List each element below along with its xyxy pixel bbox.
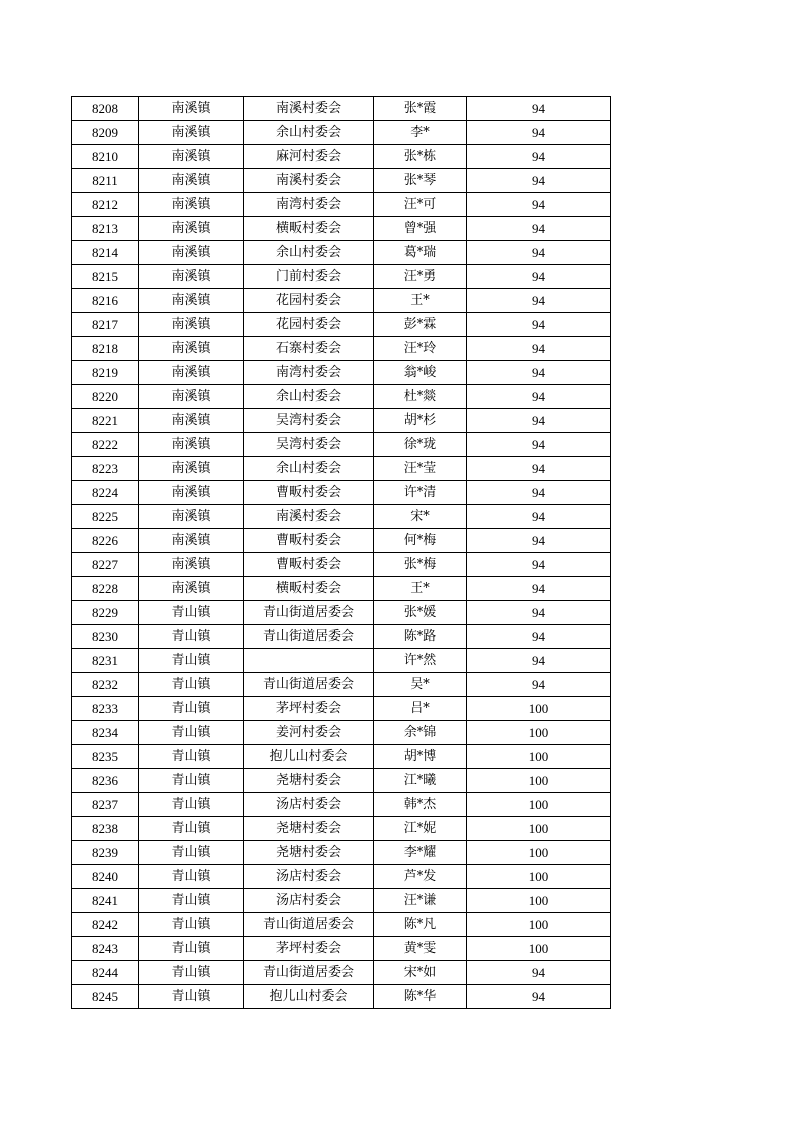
village-committee-cell: 茅坪村委会: [244, 937, 374, 961]
town-cell: 南溪镇: [139, 145, 244, 169]
person-name-cell: 芦*发: [374, 865, 467, 889]
village-committee-cell: [244, 649, 374, 673]
village-committee-cell: 余山村委会: [244, 241, 374, 265]
score-cell: 94: [467, 313, 611, 337]
person-name-cell: 汪*玲: [374, 337, 467, 361]
score-cell: 94: [467, 985, 611, 1009]
person-name-cell: 何*梅: [374, 529, 467, 553]
village-committee-cell: 汤店村委会: [244, 865, 374, 889]
person-name-cell: 汪*谦: [374, 889, 467, 913]
score-cell: 94: [467, 961, 611, 985]
score-cell: 94: [467, 145, 611, 169]
row-number-cell: 8240: [72, 865, 139, 889]
table-row: [72, 889, 611, 913]
score-cell: 100: [467, 745, 611, 769]
village-committee-cell: 青山街道居委会: [244, 625, 374, 649]
person-name-cell: 胡*杉: [374, 409, 467, 433]
table-row: [72, 577, 611, 601]
person-name-cell: 吴*: [374, 673, 467, 697]
table-row: [72, 913, 611, 937]
table-row: [72, 745, 611, 769]
row-number-cell: 8233: [72, 697, 139, 721]
row-number-cell: 8215: [72, 265, 139, 289]
score-cell: 94: [467, 289, 611, 313]
village-committee-cell: 石寨村委会: [244, 337, 374, 361]
row-number-cell: 8219: [72, 361, 139, 385]
score-cell: 94: [467, 577, 611, 601]
town-cell: 南溪镇: [139, 193, 244, 217]
town-cell: 青山镇: [139, 769, 244, 793]
village-committee-cell: 青山街道居委会: [244, 961, 374, 985]
score-cell: 100: [467, 769, 611, 793]
town-cell: 南溪镇: [139, 409, 244, 433]
row-number-cell: 8213: [72, 217, 139, 241]
person-name-cell: 陈*华: [374, 985, 467, 1009]
table-row: [72, 121, 611, 145]
town-cell: 青山镇: [139, 721, 244, 745]
person-name-cell: 黄*雯: [374, 937, 467, 961]
village-committee-cell: 余山村委会: [244, 457, 374, 481]
table-row: [72, 385, 611, 409]
table-row: [72, 433, 611, 457]
row-number-cell: 8209: [72, 121, 139, 145]
row-number-cell: 8212: [72, 193, 139, 217]
table-row: [72, 769, 611, 793]
town-cell: 南溪镇: [139, 265, 244, 289]
table-row: [72, 793, 611, 817]
score-cell: 94: [467, 649, 611, 673]
village-committee-cell: 花园村委会: [244, 289, 374, 313]
village-committee-cell: 余山村委会: [244, 121, 374, 145]
village-committee-cell: 青山街道居委会: [244, 601, 374, 625]
row-number-cell: 8220: [72, 385, 139, 409]
row-number-cell: 8217: [72, 313, 139, 337]
town-cell: 青山镇: [139, 841, 244, 865]
row-number-cell: 8235: [72, 745, 139, 769]
score-cell: 94: [467, 457, 611, 481]
village-committee-cell: 南湾村委会: [244, 361, 374, 385]
score-cell: 94: [467, 241, 611, 265]
town-cell: 青山镇: [139, 649, 244, 673]
table-row: [72, 841, 611, 865]
town-cell: 青山镇: [139, 673, 244, 697]
row-number-cell: 8239: [72, 841, 139, 865]
town-cell: 青山镇: [139, 817, 244, 841]
town-cell: 南溪镇: [139, 433, 244, 457]
row-number-cell: 8232: [72, 673, 139, 697]
person-name-cell: 陈*路: [374, 625, 467, 649]
table-row: [72, 193, 611, 217]
score-cell: 100: [467, 793, 611, 817]
table-row: [72, 313, 611, 337]
town-cell: 南溪镇: [139, 121, 244, 145]
score-cell: 94: [467, 409, 611, 433]
village-committee-cell: 吴湾村委会: [244, 433, 374, 457]
row-number-cell: 8241: [72, 889, 139, 913]
town-cell: 青山镇: [139, 889, 244, 913]
row-number-cell: 8229: [72, 601, 139, 625]
table-row: [72, 505, 611, 529]
town-cell: 南溪镇: [139, 169, 244, 193]
village-committee-cell: 南溪村委会: [244, 505, 374, 529]
person-name-cell: 汪*莹: [374, 457, 467, 481]
score-cell: 94: [467, 169, 611, 193]
person-name-cell: 胡*博: [374, 745, 467, 769]
row-number-cell: 8224: [72, 481, 139, 505]
village-committee-cell: 余山村委会: [244, 385, 374, 409]
person-name-cell: 曾*强: [374, 217, 467, 241]
town-cell: 南溪镇: [139, 241, 244, 265]
row-number-cell: 8242: [72, 913, 139, 937]
town-cell: 南溪镇: [139, 553, 244, 577]
town-cell: 南溪镇: [139, 505, 244, 529]
village-committee-cell: 汤店村委会: [244, 793, 374, 817]
table-row: [72, 601, 611, 625]
town-cell: 南溪镇: [139, 385, 244, 409]
row-number-cell: 8237: [72, 793, 139, 817]
row-number-cell: 8221: [72, 409, 139, 433]
town-cell: 青山镇: [139, 937, 244, 961]
row-number-cell: 8244: [72, 961, 139, 985]
table-row: [72, 673, 611, 697]
village-committee-cell: 青山街道居委会: [244, 673, 374, 697]
score-cell: 94: [467, 385, 611, 409]
person-name-cell: 李*: [374, 121, 467, 145]
town-cell: 南溪镇: [139, 313, 244, 337]
table-row: [72, 241, 611, 265]
table-row: [72, 697, 611, 721]
row-number-cell: 8230: [72, 625, 139, 649]
table-row: [72, 817, 611, 841]
table-row: [72, 553, 611, 577]
score-cell: 94: [467, 505, 611, 529]
score-cell: 94: [467, 673, 611, 697]
village-committee-cell: 南溪村委会: [244, 97, 374, 121]
village-committee-cell: 曹畈村委会: [244, 529, 374, 553]
score-cell: 100: [467, 721, 611, 745]
table-row: [72, 481, 611, 505]
town-cell: 南溪镇: [139, 217, 244, 241]
village-committee-cell: 尧塘村委会: [244, 769, 374, 793]
row-number-cell: 8228: [72, 577, 139, 601]
score-cell: 100: [467, 841, 611, 865]
table-row: [72, 145, 611, 169]
town-cell: 南溪镇: [139, 481, 244, 505]
person-name-cell: 汪*可: [374, 193, 467, 217]
score-cell: 100: [467, 697, 611, 721]
village-committee-cell: 花园村委会: [244, 313, 374, 337]
village-committee-cell: 门前村委会: [244, 265, 374, 289]
person-name-cell: 许*清: [374, 481, 467, 505]
person-name-cell: 徐*珑: [374, 433, 467, 457]
table-row: [72, 265, 611, 289]
town-cell: 南溪镇: [139, 337, 244, 361]
person-name-cell: 杜*燚: [374, 385, 467, 409]
village-committee-cell: 横畈村委会: [244, 217, 374, 241]
town-cell: 南溪镇: [139, 289, 244, 313]
score-cell: 94: [467, 625, 611, 649]
village-committee-cell: 茅坪村委会: [244, 697, 374, 721]
row-number-cell: 8227: [72, 553, 139, 577]
row-number-cell: 8238: [72, 817, 139, 841]
score-cell: 94: [467, 193, 611, 217]
town-cell: 南溪镇: [139, 97, 244, 121]
person-name-cell: 翁*峻: [374, 361, 467, 385]
town-cell: 南溪镇: [139, 577, 244, 601]
table-row: [72, 457, 611, 481]
table-body: [72, 97, 611, 1009]
person-name-cell: 张*栋: [374, 145, 467, 169]
table-row: [72, 169, 611, 193]
table-row: [72, 409, 611, 433]
table-row: [72, 217, 611, 241]
row-number-cell: 8223: [72, 457, 139, 481]
village-committee-cell: 南湾村委会: [244, 193, 374, 217]
score-cell: 94: [467, 361, 611, 385]
row-number-cell: 8234: [72, 721, 139, 745]
row-number-cell: 8210: [72, 145, 139, 169]
village-committee-cell: 尧塘村委会: [244, 817, 374, 841]
score-cell: 94: [467, 433, 611, 457]
score-cell: 94: [467, 337, 611, 361]
score-cell: 94: [467, 265, 611, 289]
village-committee-cell: 横畈村委会: [244, 577, 374, 601]
row-number-cell: 8211: [72, 169, 139, 193]
person-name-cell: 韩*杰: [374, 793, 467, 817]
table-row: [72, 721, 611, 745]
score-cell: 94: [467, 601, 611, 625]
person-name-cell: 张*霞: [374, 97, 467, 121]
town-cell: 青山镇: [139, 985, 244, 1009]
person-name-cell: 余*锦: [374, 721, 467, 745]
table-row: [72, 361, 611, 385]
village-committee-cell: 吴湾村委会: [244, 409, 374, 433]
person-name-cell: 张*梅: [374, 553, 467, 577]
row-number-cell: 8216: [72, 289, 139, 313]
village-committee-cell: 南溪村委会: [244, 169, 374, 193]
score-cell: 100: [467, 913, 611, 937]
town-cell: 青山镇: [139, 625, 244, 649]
person-name-cell: 彭*霖: [374, 313, 467, 337]
table-row: [72, 649, 611, 673]
row-number-cell: 8218: [72, 337, 139, 361]
town-cell: 南溪镇: [139, 457, 244, 481]
score-cell: 100: [467, 889, 611, 913]
person-name-cell: 张*媛: [374, 601, 467, 625]
score-cell: 94: [467, 529, 611, 553]
person-name-cell: 江*曦: [374, 769, 467, 793]
village-committee-cell: 曹畈村委会: [244, 481, 374, 505]
table-row: [72, 625, 611, 649]
town-cell: 青山镇: [139, 913, 244, 937]
row-number-cell: 8245: [72, 985, 139, 1009]
person-name-cell: 张*琴: [374, 169, 467, 193]
person-name-cell: 陈*凡: [374, 913, 467, 937]
table-row: [72, 289, 611, 313]
person-name-cell: 宋*: [374, 505, 467, 529]
village-committee-cell: 曹畈村委会: [244, 553, 374, 577]
village-committee-cell: 抱儿山村委会: [244, 985, 374, 1009]
village-committee-cell: 青山街道居委会: [244, 913, 374, 937]
row-number-cell: 8208: [72, 97, 139, 121]
score-cell: 94: [467, 97, 611, 121]
town-cell: 青山镇: [139, 601, 244, 625]
person-name-cell: 汪*勇: [374, 265, 467, 289]
score-cell: 94: [467, 553, 611, 577]
table-row: [72, 529, 611, 553]
row-number-cell: 8214: [72, 241, 139, 265]
score-cell: 100: [467, 817, 611, 841]
village-committee-cell: 汤店村委会: [244, 889, 374, 913]
table-row: [72, 961, 611, 985]
village-committee-cell: 抱儿山村委会: [244, 745, 374, 769]
town-cell: 青山镇: [139, 697, 244, 721]
score-cell: 100: [467, 937, 611, 961]
town-cell: 青山镇: [139, 865, 244, 889]
person-name-cell: 王*: [374, 289, 467, 313]
table-row: [72, 937, 611, 961]
village-committee-cell: 麻河村委会: [244, 145, 374, 169]
score-cell: 94: [467, 217, 611, 241]
person-name-cell: 江*妮: [374, 817, 467, 841]
row-number-cell: 8243: [72, 937, 139, 961]
table-row: [72, 337, 611, 361]
person-name-cell: 宋*如: [374, 961, 467, 985]
data-table: [71, 96, 611, 1009]
person-name-cell: 王*: [374, 577, 467, 601]
person-name-cell: 吕*: [374, 697, 467, 721]
person-name-cell: 李*耀: [374, 841, 467, 865]
town-cell: 南溪镇: [139, 361, 244, 385]
row-number-cell: 8231: [72, 649, 139, 673]
row-number-cell: 8225: [72, 505, 139, 529]
score-cell: 94: [467, 121, 611, 145]
table-row: [72, 97, 611, 121]
village-committee-cell: 尧塘村委会: [244, 841, 374, 865]
town-cell: 青山镇: [139, 793, 244, 817]
table-row: [72, 865, 611, 889]
town-cell: 南溪镇: [139, 529, 244, 553]
person-name-cell: 葛*瑞: [374, 241, 467, 265]
village-committee-cell: 姜河村委会: [244, 721, 374, 745]
row-number-cell: 8226: [72, 529, 139, 553]
person-name-cell: 许*然: [374, 649, 467, 673]
town-cell: 青山镇: [139, 745, 244, 769]
town-cell: 青山镇: [139, 961, 244, 985]
row-number-cell: 8236: [72, 769, 139, 793]
score-cell: 94: [467, 481, 611, 505]
table-row: [72, 985, 611, 1009]
score-cell: 100: [467, 865, 611, 889]
row-number-cell: 8222: [72, 433, 139, 457]
